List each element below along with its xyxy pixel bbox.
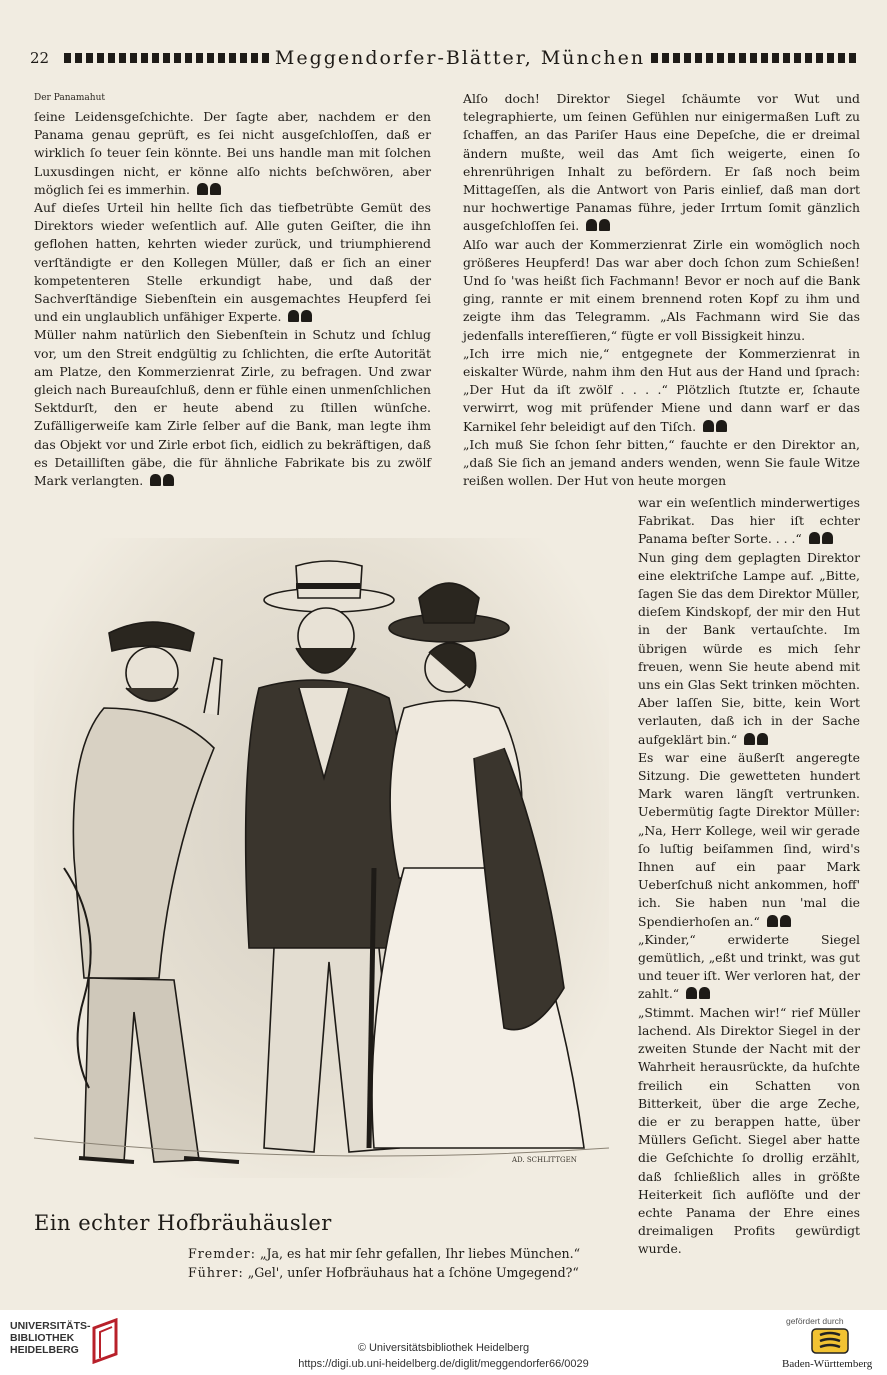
paragraph-end-mark-icon xyxy=(585,219,611,232)
dialogue-speaker: Fremder: xyxy=(188,1246,256,1261)
state-name[interactable]: Baden-Württemberg xyxy=(782,1358,873,1370)
page-header xyxy=(30,44,862,72)
paragraph-end-mark-icon xyxy=(743,733,769,746)
left-column xyxy=(34,108,431,490)
supported-by-label: gefördert durch xyxy=(786,1316,844,1326)
paragraph-end-mark-icon xyxy=(149,474,175,487)
paragraph: Alſo doch! Direktor Siegel ſchäumte vor Wut und telegraphierte, um ſeinen Gefühlen nur einigermaßen Luft zu ſchaffen, an das Pariſer Haus eine Depeſche, die er dreimal ändern mußte, weil das Amt ſich weigerte, einen ſo ehrenrührigen Inhalt zu befördern. Er ſaß noch beim Mittageſſen, als die Antwort von Paris einlief, daß man dort nur hochwertige Panamas führe, jeder Irrtum ſomit gänzlich ausgeſchloſſen ſei. xyxy=(463,91,860,234)
dialogue-line xyxy=(188,1244,608,1263)
library-logo-text[interactable]: UNIVERSITÄTS- BIBLIOTHEK HEIDELBERG xyxy=(10,1320,91,1356)
header-ornament-right xyxy=(651,53,856,63)
illustration xyxy=(34,538,609,1178)
paragraph-end-mark-icon xyxy=(685,987,711,1000)
paragraph-end-mark-icon xyxy=(808,532,834,545)
right-column-bottom xyxy=(638,494,860,1259)
paragraph-end-mark-icon xyxy=(766,915,792,928)
paragraph: „Stimmt. Machen wir!“ rief Müller lachend. Als Direktor Siegel in der zweiten Stunde der Nacht mit der Wahrheit herausrückte, da huſchte freilich ein Schatten von Bitterkeit, über die arge Zeche, die er zu berappen hatte, über Müllers Geſicht. Siegel aber hatte die Geſchichte ſo drollig erzählt, daß ſchließlich alles in größte Heiterkeit ſich auflöſte und der echte Panama der Ehre eines dreimaligen Profits gewürdigt wurde. xyxy=(638,1004,860,1257)
section-label: Der Panamahut xyxy=(34,93,105,103)
paragraph-end-mark-icon xyxy=(196,183,222,196)
paragraph: „Ich muß Sie ſchon ſehr bitten,“ fauchte er den Direktor an, „daß Sie ſich an jemand anders wenden, wenn Sie faule Witze reißen wollen. Der Hut von heute morgen xyxy=(463,436,860,489)
dialogue-text: „Gel', unſer Hofbräuhaus hat a ſchöne Umgegend?“ xyxy=(247,1265,579,1280)
lady-figure xyxy=(372,583,584,1148)
copyright-notice: © Universitätsbibliothek Heidelberg xyxy=(357,1342,530,1354)
page-number: 22 xyxy=(30,49,50,67)
paragraph: ſeine Leidensgeſchichte. Der ſagte aber, nachdem er den Panama genau geprüft, es ſei nicht ausgeſchloſſen, daß er wirklich ſo teuer ſein könnte. Bei uns handle man mit ſolchen Luxusdingen nicht, er könne alſo nichts beſchwören, aber möglich ſei es immerhin. xyxy=(34,109,431,197)
dialogue-text: „Ja, es hat mir ſehr gefallen, Ihr liebes München.“ xyxy=(259,1246,581,1261)
paragraph: war ein weſentlich minderwertiges Fabrikat. Das hier iſt echter Panama beſter Sorte. . . .“ xyxy=(638,495,860,547)
paragraph: Es war eine äußerſt angeregte Sitzung. Die gewetteten hundert Mark waren längſt vertrunken. Uebermütig ſagte Direktor Müller: „Na, Herr Kollege, weil wir gerade ſo luſtig beiſammen ſind, wird's Ihnen auf ein paar Mark Ueberſchuß nicht ankommen, hoff' ich. Sie haben nun 'mal die Spendierhoſen an.“ xyxy=(638,749,860,929)
paragraph-end-mark-icon xyxy=(702,420,728,433)
illustration-title: Ein echter Hofbräuhäusler xyxy=(34,1211,332,1235)
paragraph-end-mark-icon xyxy=(287,310,313,323)
state-coat-of-arms-icon[interactable] xyxy=(810,1327,850,1355)
paragraph: Müller nahm natürlich den Siebenſtein in Schutz und ſchlug vor, um den Streit endgültig zu ſchlichten, die erſte Autorität am Platze, den Kommerzienrat Zirle, zu befragen. Und zwar gleich nach Bureauſchluß, denn er fühle einen unmenſchlichen Sektdurſt, den er heute abend zu ſtillen wünſche. Zufälligerweiſe kam Zirle ſelber auf die Bank, man legte ihm das Objekt vor und Zirle erbot ſich, eidlich zu bekräftigen, daß es Detailliſten gäbe, die für ähnliche Fabrikate bis zu zwölf Mark verlangten. xyxy=(34,327,431,489)
dialogue-speaker: Führer: xyxy=(188,1265,244,1280)
paragraph: Auf dieſes Urteil hin hellte ſich das tiefbetrübte Gemüt des Direktors wieder weſentlich auf. Alle guten Geiſter, die ihn geflohen hatten, kehrten wieder zurück, und triumphierend verſtändigte er den Kollegen Müller, daß er ſich an einer kompetenteren Stelle erkundigt habe, und daß der Sachverſtändige Siebenſtein ein ausgemachtes Heupferd ſei und ein unglaublich unfähiger Experte. xyxy=(34,200,431,325)
paragraph: Alſo war auch der Kommerzienrat Zirle ein womöglich noch größeres Heupferd! Das war aber doch ſchon zum Schießen! Und ſo 'was heißt ſich Fachmann! Bevor er noch auf die Bank ging, rannte er mit einem brennend roten Kopf zu ihm und zeigte ihm das Telegramm. „Als Fachmann wird Sie das jedenfalls intereſſieren,“ fügte er voll Bissigkeit hinzu. xyxy=(463,236,860,343)
paragraph: Nun ging dem geplagten Direktor eine elektriſche Lampe auf. „Bitte, ſagen Sie das dem Direktor Müller, dieſem Kindskopf, der mir den Hut in der Bank vertauſchte. Im übrigen würde es mich ſehr freuen, wenn Sie heute abend mit uns ein Glas Sekt trinken möchten. Aber laſſen Sie, bitte, kein Wort verlauten, daß ich in der Sache aufgeklärt bin.“ xyxy=(638,549,860,747)
permalink-url[interactable]: https://digi.ub.uni-heidelberg.de/diglit/meggendorfer66/0029 xyxy=(298,1358,589,1370)
header-ornament-left xyxy=(64,53,269,63)
paragraph: „Ich irre mich nie,“ entgegnete der Kommerzienrat in eiskalter Würde, nahm ihm den Hut aus der Hand und ſprach: „Der Hut da iſt zwölf . . . .“ Plötzlich ſtutzte er, ſchaute verwirrt, wog mit prüfender Miene und dann warf er das Karnikel ſehr beleidigt auf den Tiſch. xyxy=(463,345,860,434)
illustration-drawing xyxy=(34,538,609,1178)
illustration-dialogue xyxy=(188,1244,608,1282)
guide-figure xyxy=(64,622,239,1162)
magazine-title: Meggendorfer-Blätter, München xyxy=(274,47,646,69)
dialogue-line xyxy=(188,1263,608,1282)
right-column-top xyxy=(463,90,860,490)
paragraph: „Kinder,“ erwiderte Siegel gemütlich, „eßt und trinkt, was gut und teuer iſt. Wer verloren hat, der zahlt.“ xyxy=(638,931,860,1002)
artist-signature: AD. SCHLITTGEN xyxy=(512,1156,577,1164)
